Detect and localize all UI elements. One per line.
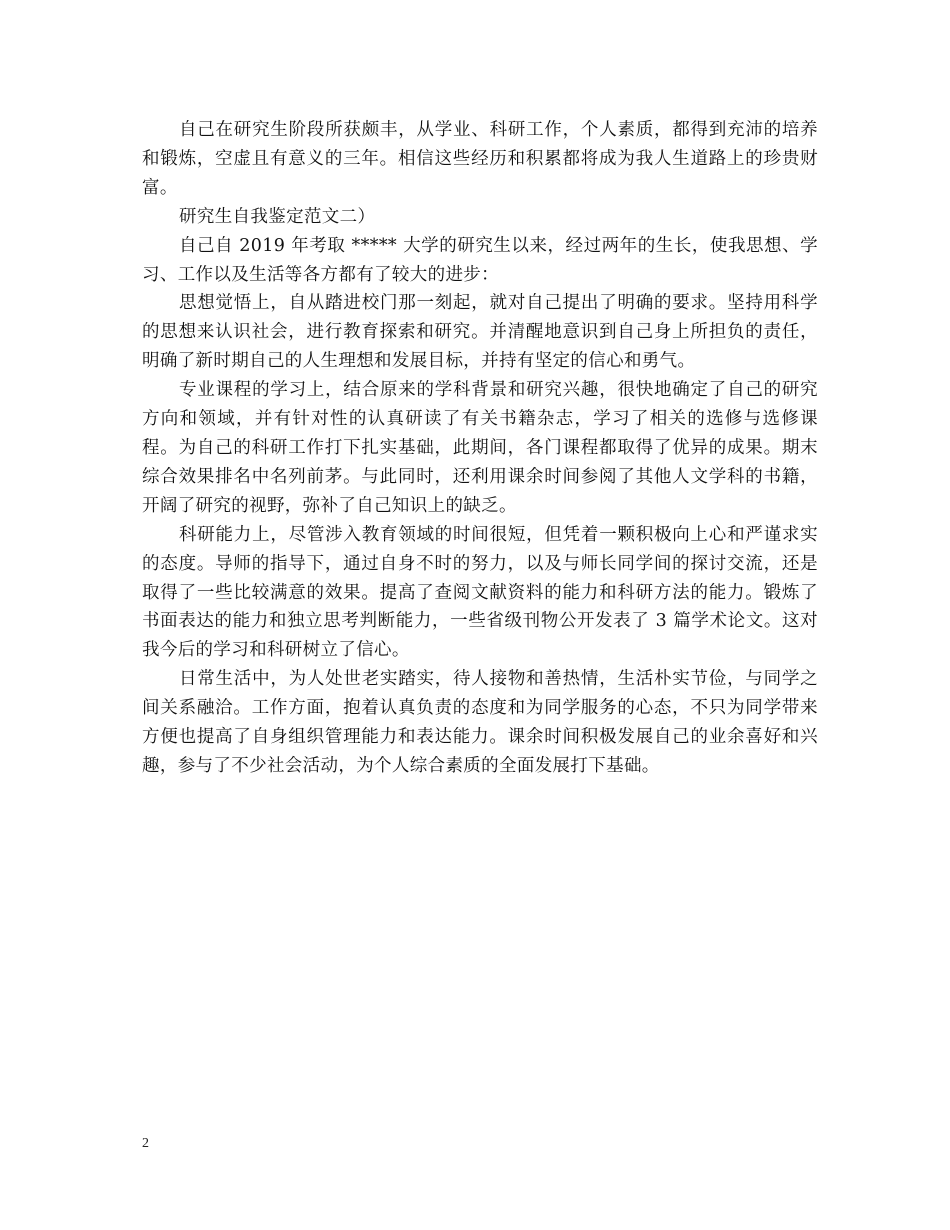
paragraph-intro: 自己自 2019 年考取 ***** 大学的研究生以来，经过两年的生长，使我思想、学习、工作以及生活等各方都有了较大的进步： [142, 235, 818, 285]
page-number: 2 [142, 1136, 149, 1151]
paragraph-coursework: 专业课程的学习上，结合原来的学科背景和研究兴趣，很快地确定了自己的研究方向和领域，并有针对性的认真研读了有关书籍杂志，学习了相关的选修与选修课程。为自己的科研工作打下扎实基础，此期间，各门课程都取得了优异的成果。期末综合效果排名中名列前茅。与此同时，还利用课余时间参阅了其他人文学科的书籍，开阔了研究的视野，弥补了自己知识上的缺乏。 [142, 380, 818, 516]
paragraph-daily-life: 日常生活中，为人处世老实踏实，待人接物和善热情，生活朴实节俭，与同学之间关系融洽。工作方面，抱着认真负责的态度和为同学服务的心态，不只为同学带来方便也提高了自身组织管理能力和表达能力。课余时间积极发展自己的业余喜好和兴趣，参与了不少社会活动，为个人综合素质的全面发展打下基础。 [142, 669, 818, 776]
paragraph-summary: 自己在研究生阶段所获颇丰，从学业、科研工作，个人素质，都得到充沛的培养和锻炼，空虚且有意义的三年。相信这些经历和积累都将成为我人生道路上的珍贵财富。 [142, 120, 818, 198]
document-body [142, 116, 818, 781]
section-heading: 研究生自我鉴定范文二） [179, 206, 376, 227]
paragraph-research: 科研能力上，尽管涉入教育领域的时间很短，但凭着一颗积极向上心和严谨求实的态度。导师的指导下，通过自身不时的努力，以及与师长同学间的探讨交流，还是取得了一些比较满意的效果。提高了查阅文献资料的能力和科研方法的能力。锻炼了书面表达的能力和独立思考判断能力，一些省级刊物公开发表了 3 篇学术论文。这对我今后的学习和科研树立了信心。 [142, 524, 818, 661]
paragraph-ideology: 思想觉悟上，自从踏进校门那一刻起，就对自己提出了明确的要求。坚持用科学的思想来认识社会，进行教育探索和研究。并清醒地意识到自己身上所担负的责任，明确了新时期自己的人生理想和发展目标，并持有坚定的信心和勇气。 [142, 293, 818, 372]
